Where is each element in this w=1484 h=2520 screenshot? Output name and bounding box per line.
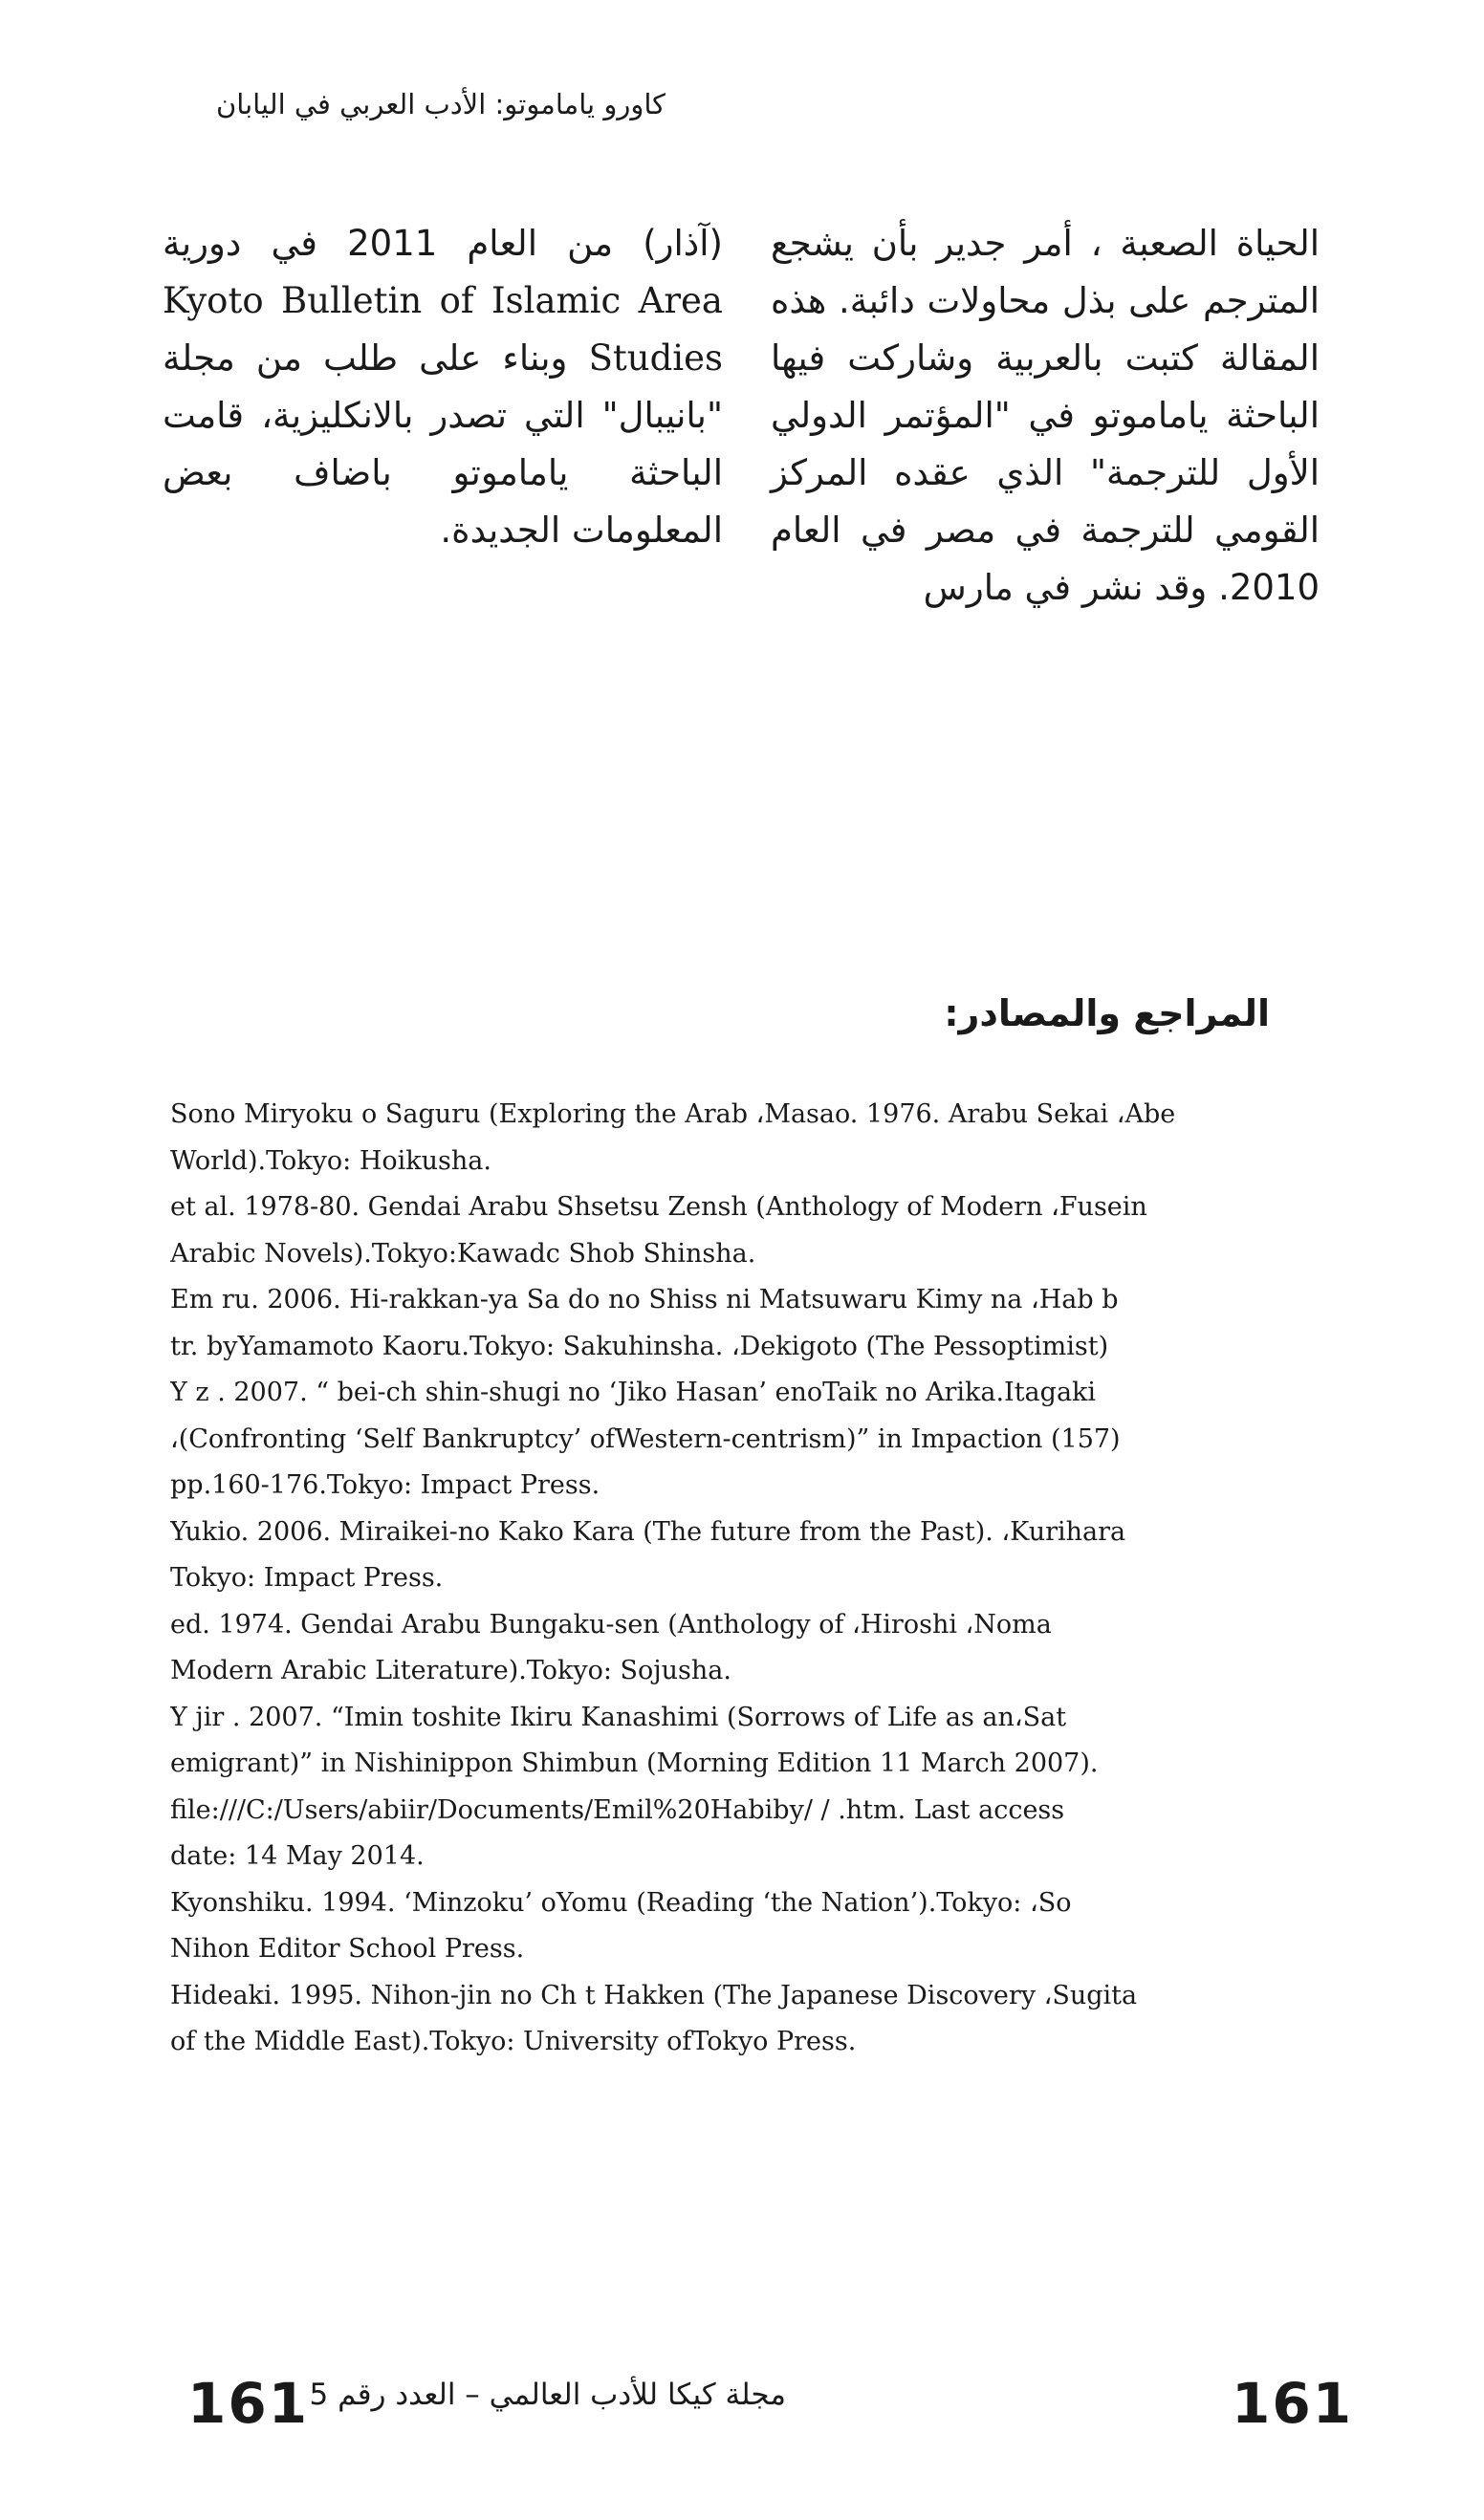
- references-list: [170, 1092, 1327, 2066]
- body-text-left-part1: (آذار) من العام 2011 في دورية: [163, 223, 723, 264]
- page-number-right: 161: [1232, 2371, 1354, 2436]
- reference-line: pp.160-176.Tokyo: Impact Press.: [170, 1470, 600, 1500]
- reference-line: Y jir . 2007. “Imin toshite Ikiru Kanashimi (Sorrows of Life as an،Sat: [170, 1702, 1067, 1732]
- reference-line: Tokyo: Impact Press.: [170, 1563, 444, 1593]
- page-number-left: 161: [187, 2371, 310, 2436]
- reference-line: Y z . 2007. “ bei-ch shin-shugi no ‘Jiko Hasan’ enoTaik no Arika.Itagaki: [170, 1378, 1097, 1407]
- running-header: كاورو ياماموتو: الأدب العربي في اليابان: [215, 88, 666, 120]
- reference-line: tr. byYamamoto Kaoru.Tokyo: Sakuhinsha. ،Dekigoto (The Pessoptimist): [170, 1331, 1109, 1361]
- reference-line: Nihon Editor School Press.: [170, 1934, 525, 1964]
- references-heading: المراجع والمصادر:: [944, 992, 1270, 1034]
- reference-line: World).Tokyo: Hoikusha.: [170, 1145, 491, 1176]
- reference-line: Arabic Novels).Tokyo:Kawadc Shob Shinsha.: [170, 1238, 756, 1269]
- reference-line: Em ru. 2006. Hi-rakkan-ya Sa do no Shiss ni Matsuwaru Kimy na ،Hab b: [170, 1285, 1119, 1314]
- reference-line: date: 14 May 2014.: [170, 1841, 425, 1871]
- reference-line: file:///C:/Users/abiir/Documents/Emil%20Habiby/ / .htm. Last access: [170, 1794, 1065, 1825]
- reference-line: Yukio. 2006. Miraikei-no Kako Kara (The future from the Past). ،Kurihara: [170, 1516, 1126, 1547]
- body-column-left: [163, 215, 723, 559]
- body-text-left-part2: وبناء على طلب من مجلة "بانيبال" التي تصدر بالانكليزية، قامت الباحثة ياماموتو باضاف بعض المعلومات الجديدة.: [163, 337, 723, 551]
- reference-line: ،(Confronting ‘Self Bankruptcy’ ofWestern-centrism)” in Impaction (157): [170, 1423, 1121, 1454]
- reference-line: of the Middle East).Tokyo: University ofTokyo Press.: [170, 2027, 857, 2056]
- reference-line: emigrant)” in Nishinippon Shimbun (Morning Edition 11 March 2007).: [170, 1749, 1099, 1778]
- reference-line: et al. 1978-80. Gendai Arabu Shsetsu Zensh (Anthology of Modern ،Fusein: [170, 1192, 1147, 1222]
- body-column-right: [771, 215, 1320, 617]
- reference-line: ed. 1974. Gendai Arabu Bungaku-sen (Anthology of ،Hiroshi ،Noma: [170, 1609, 1052, 1640]
- reference-line: Sono Miryoku o Saguru (Exploring the Arab ،Masao. 1976. Arabu Sekai ،Abe: [170, 1099, 1176, 1129]
- reference-line: Kyonshiku. 1994. ‘Minzoku’ oYomu (Reading ‘the Nation’).Tokyo: ،So: [170, 1887, 1072, 1918]
- footer-journal-name: مجلة كيكا للأدب العالمي – العدد رقم 5: [309, 2378, 786, 2412]
- reference-line: Hideaki. 1995. Nihon-jin no Ch t Hakken (The Japanese Discovery ،Sugita: [170, 1980, 1138, 2010]
- body-text-left: [163, 215, 723, 559]
- journal-title-english: Kyoto Bulletin of Islamic Area Studies: [163, 280, 724, 379]
- reference-line: Modern Arabic Literature).Tokyo: Sojusha.: [170, 1656, 731, 1685]
- body-text-right: الحياة الصعبة ، أمر جدير بأن يشجع المترجم على بذل محاولات دائبة. هذه المقالة كتبت بالعربية وشاركت فيها الباحثة ياماموتو في "المؤتمر الدولي الأول للترجمة" الذي عقده المركز القومي للترجمة في مصر في العام 2010. وقد نشر في مارس: [771, 223, 1320, 608]
